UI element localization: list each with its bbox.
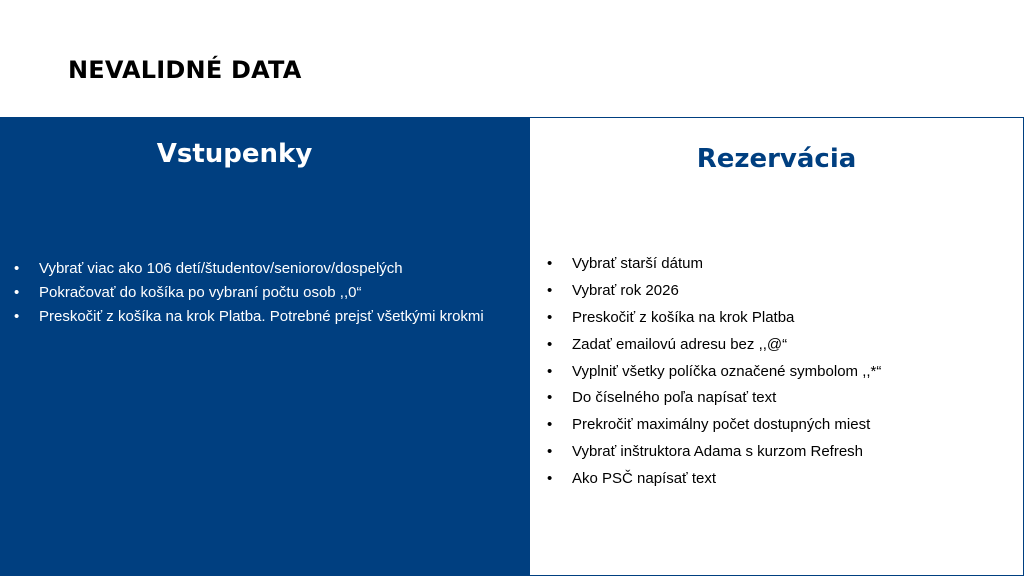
- list-item-text: Vyplniť všetky políčka označené symbolom ,,*“: [572, 362, 882, 380]
- list-item-text: Vybrať inštruktora Adama s kurzom Refresh: [572, 443, 864, 461]
- list-item-text: Vybrať rok 2026: [572, 281, 679, 299]
- bullet-icon: •: [547, 308, 553, 326]
- list-item-text: Preskočiť z košíka na krok Platba. Potrebné prejsť všetkými krokmi: [39, 308, 484, 325]
- bullet-icon: •: [547, 443, 553, 461]
- bullet-icon: •: [547, 335, 553, 353]
- list-item-text: Do číselného poľa napísať text: [572, 389, 777, 407]
- bullet-icon: •: [547, 255, 553, 272]
- list-item-text: Ako PSČ napísať text: [572, 470, 717, 488]
- tickets-heading: Vstupenky: [156, 139, 313, 169]
- bullet-icon: •: [14, 308, 20, 325]
- bullet-icon: •: [14, 260, 20, 277]
- reservation-panel: [529, 117, 1024, 576]
- bullet-icon: •: [547, 389, 553, 407]
- reservation-heading: Rezervácia: [696, 144, 857, 174]
- bullet-icon: •: [547, 470, 553, 488]
- bullet-icon: •: [547, 281, 553, 299]
- page-title: NEVALIDNÉ DATA: [68, 56, 302, 84]
- list-item-text: Zadať emailovú adresu bez ,,@“: [572, 335, 788, 353]
- list-item-text: Vybrať starší dátum: [572, 255, 703, 272]
- list-item-text: Vybrať viac ako 106 detí/študentov/seniorov/dospelých: [39, 260, 403, 277]
- bullet-icon: •: [547, 362, 553, 380]
- tickets-panel: [0, 117, 529, 576]
- list-item-text: Prekročiť maximálny počet dostupných miest: [572, 416, 871, 434]
- list-item-text: Preskočiť z košíka na krok Platba: [572, 308, 795, 326]
- list-item-text: Pokračovať do košíka po vybraní počtu osob ,,0“: [39, 284, 362, 301]
- bullet-icon: •: [14, 284, 20, 301]
- bullet-icon: •: [547, 416, 553, 434]
